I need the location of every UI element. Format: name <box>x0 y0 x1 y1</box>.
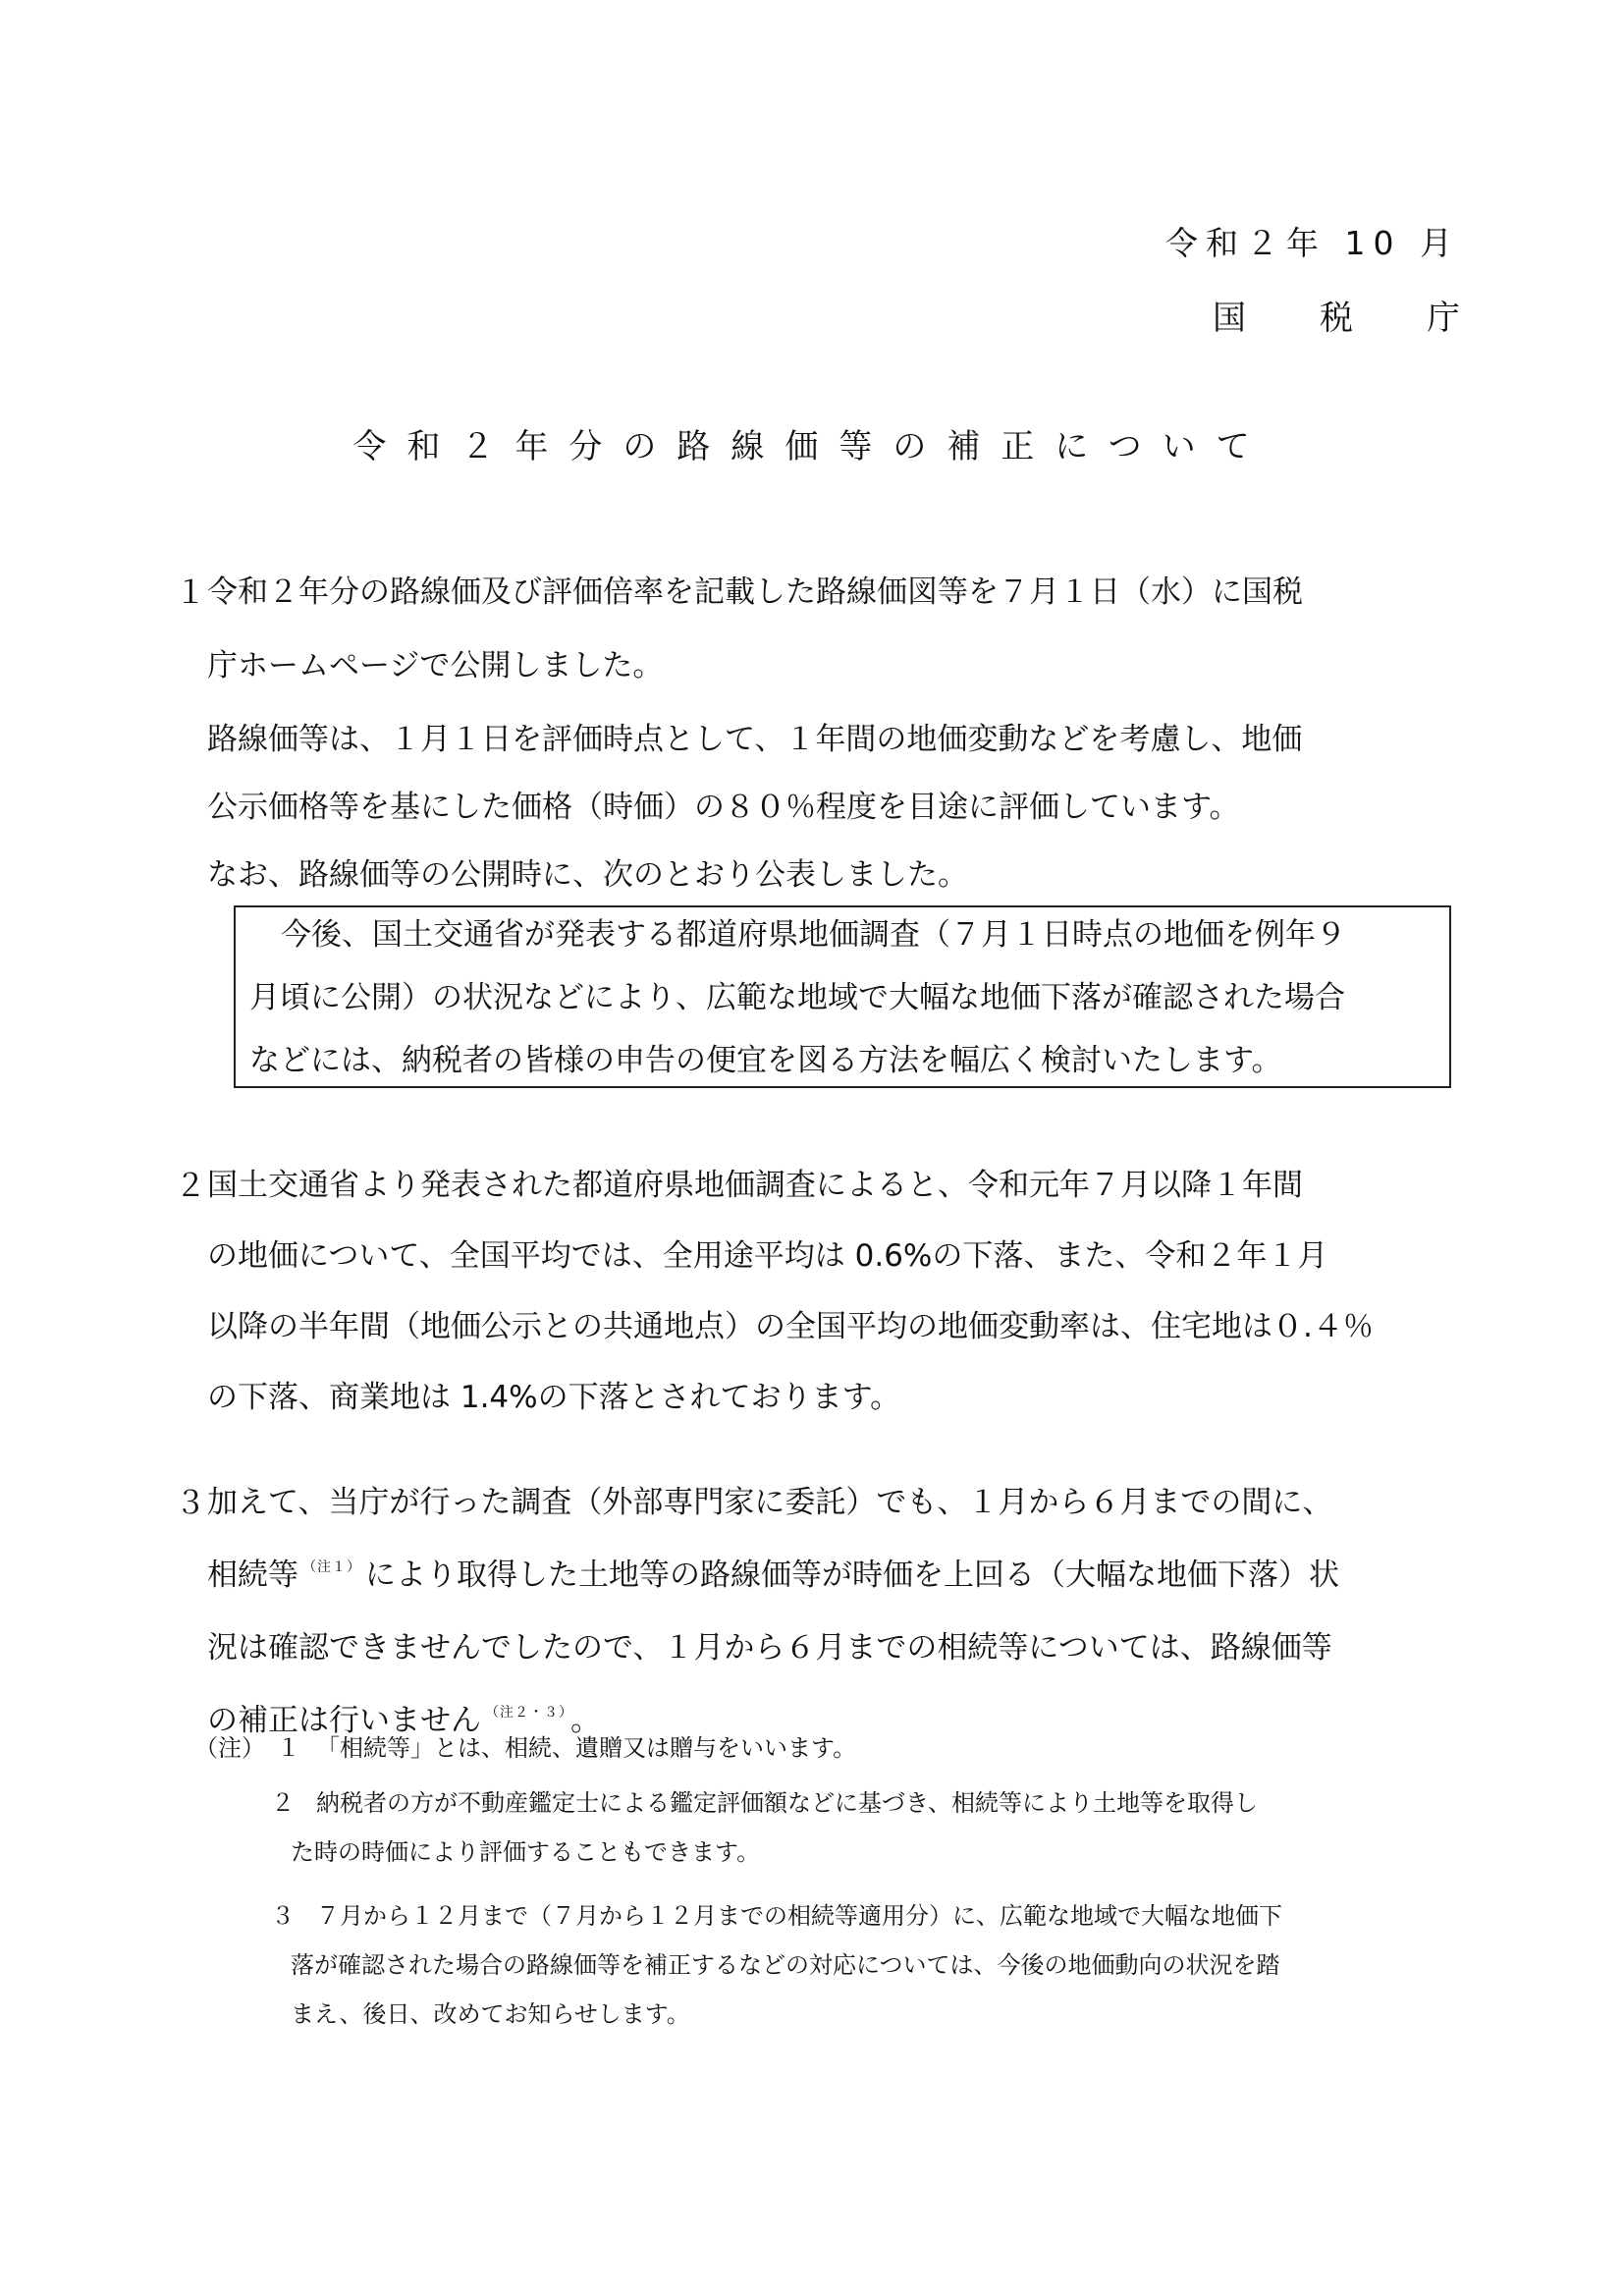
footnote-text <box>316 1732 1461 1764</box>
footnote-item <box>194 1787 1461 1900</box>
paragraph-line: 国土交通省より発表された都道府県地価調査によると、令和元年７月以降１年間 <box>207 1168 1303 1203</box>
paragraph-line: 以降の半年間（地価公示との共通地点）の全国平均の地価変動率は、住宅地は０.４％ <box>207 1309 1374 1344</box>
paragraph-line <box>207 720 1451 759</box>
paragraph-line: の下落、商業地は 1.4%の下落とされております。 <box>207 1380 901 1415</box>
paragraph-text: により取得した土地等の路線価等が時価を上回る（大幅な地価下落）状 <box>365 1558 1339 1593</box>
issuing-agency <box>1213 297 1460 340</box>
footnote-line: 落が確認された場合の路線価等を補正するなどの対応については、今後の地価動向の状況を踏 <box>291 1951 1280 1979</box>
section-2-body <box>207 1166 1451 1449</box>
paragraph-text: 相続等 <box>207 1558 298 1593</box>
announcement-line: などには、納税者の皆様の申告の便宜を図る方法を幅広く検討いたします。 <box>249 1043 1282 1078</box>
paragraph-line: なお、路線価等の公開時に、次のとおり公表しました。 <box>207 857 968 893</box>
footnote-number: ３ <box>271 1902 295 1930</box>
footnote-number: ２ <box>271 1789 295 1817</box>
footnote-line: まえ、後日、改めてお知らせします。 <box>291 2000 690 2028</box>
agency-char: 国 <box>1213 299 1246 338</box>
footnote-line: ７月から１２月まで（７月から１２月までの相続等適用分）に、広範な地域で大幅な地価下 <box>316 1902 1282 1930</box>
paragraph-line: の地価について、全国平均では、全用途平均は 0.6%の下落、また、令和２年１月 <box>207 1238 1328 1274</box>
footnote-reference: （注１） <box>302 1559 361 1575</box>
paragraph-line: 況は確認できませんでしたので、１月から６月までの相続等については、路線価等 <box>207 1630 1332 1666</box>
footnote-item <box>194 1900 1461 2030</box>
footnote-text <box>291 1787 1461 1868</box>
footnote-reference: （注２・３） <box>485 1705 567 1721</box>
footnote-number: １ <box>277 1734 300 1762</box>
paragraph-line: 公示価格等を基にした価格（時価）の８０％程度を目途に評価しています。 <box>207 790 1240 825</box>
paragraph-line: 庁ホームページで公開しました。 <box>207 648 664 683</box>
footnotes <box>194 1732 1461 2048</box>
paragraph-line: 令和２年分の路線価及び評価倍率を記載した路線価図等を７月１日（水）に国税 <box>207 574 1303 610</box>
document-title: 令和２年分の路線価等の補正について <box>352 427 1271 466</box>
announcement-line: 今後、国土交通省が発表する都道府県地価調査（７月１日時点の地価を例年９ <box>281 917 1346 953</box>
footnote-line: 納税者の方が不動産鑑定士による鑑定評価額などに基づき、相続等により土地等を取得し <box>316 1789 1259 1817</box>
agency-char: 庁 <box>1427 299 1460 338</box>
paragraph-text: 路線価等は、１月１日を評価時点として、１年間の地価変動などを考慮し、地価 <box>207 722 1303 757</box>
section-number: ３ <box>175 1484 207 1521</box>
section-3-body <box>207 1483 1451 1774</box>
section-1-body <box>207 573 1451 929</box>
announcement-box <box>234 905 1451 1088</box>
paragraph-text: の補正は行いません <box>207 1703 481 1738</box>
paragraph-text: 。 <box>570 1703 601 1738</box>
paragraph-line: 加えて、当庁が行った調査（外部専門家に委託）でも、１月から６月までの間に、 <box>207 1485 1333 1520</box>
footnote-line: た時の時価により評価することもできます。 <box>291 1838 761 1866</box>
footnote-line: 「相続等」とは、相続、遺贈又は贈与をいいます。 <box>316 1734 857 1762</box>
section-number: ２ <box>175 1167 207 1204</box>
footnote-text <box>291 1900 1461 2030</box>
announcement-line: 月頃に公開）の状況などにより、広範な地域で大幅な地価下落が確認された場合 <box>249 980 1345 1015</box>
paragraph-line <box>207 1556 1451 1595</box>
section-number: １ <box>175 574 207 611</box>
footnote-item <box>194 1732 1461 1787</box>
footnote-label: （注） <box>194 1734 265 1762</box>
agency-char: 税 <box>1320 299 1353 338</box>
document-date: 令和２年 10 月 <box>1165 224 1460 262</box>
